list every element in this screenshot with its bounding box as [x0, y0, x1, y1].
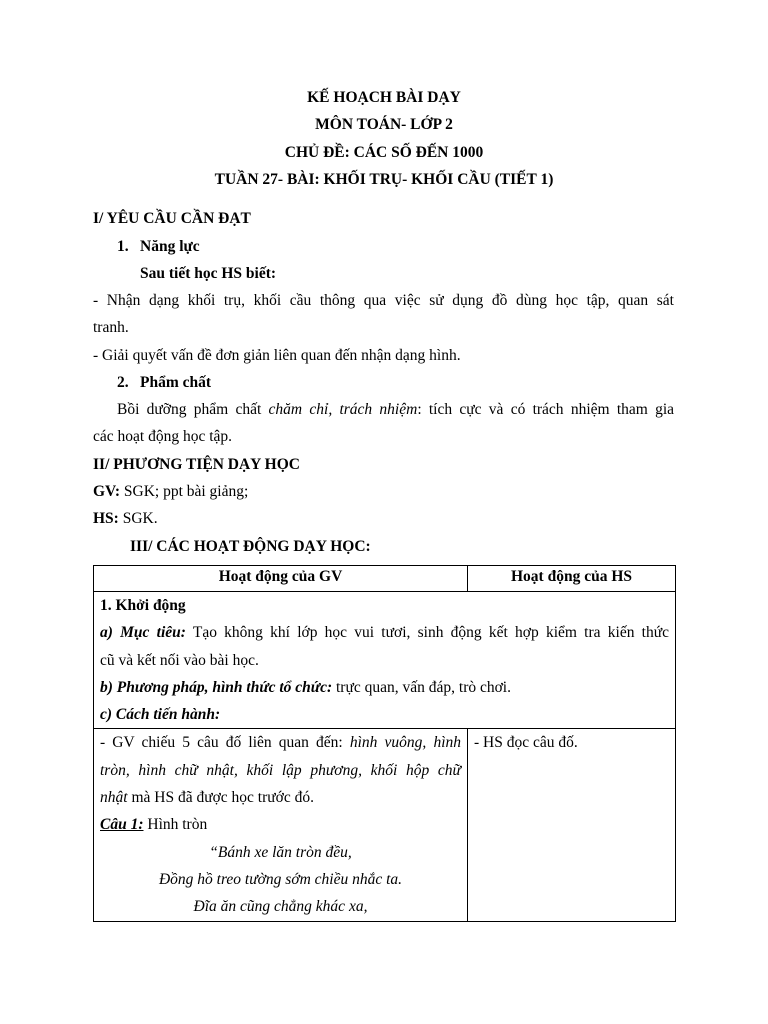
lesson-table: [93, 565, 676, 922]
hs-label: HS:: [93, 510, 119, 527]
gv-label: GV:: [93, 483, 120, 500]
section-1-heading: I/ YÊU CẦU CẦN ĐẠT: [93, 210, 251, 227]
item-2-number: 2.: [117, 374, 129, 391]
part1-cell: [94, 592, 676, 729]
item-2-label: Phẩm chất: [140, 374, 212, 391]
aim-text: Tạo không khí lớp học vui tươi, sinh động kết hợp kiểm tra kiến thức: [185, 624, 670, 642]
sub-heading: Sau tiết học HS biết:: [140, 265, 277, 282]
table-header-row: [94, 566, 676, 592]
hs-text: SGK.: [118, 510, 158, 527]
section-2-heading: II/ PHƯƠNG TIỆN DẠY HỌC: [93, 456, 300, 473]
gv-line-2: tròn, hình chữ nhật, khối lập phương, khối hộp chữ: [100, 761, 461, 779]
gv-line: [93, 482, 248, 502]
col-hs-header: Hoạt động của HS: [468, 566, 676, 592]
poem-line-1: “Bánh xe lăn tròn đều,: [209, 843, 352, 861]
question-1-text: Hình tròn: [143, 816, 208, 834]
gv-line-1-pre: - GV chiếu 5 câu đố liên quan đến:: [100, 734, 350, 752]
gv-line-3-italic: nhật: [100, 789, 128, 807]
hs-activity-cell: [468, 729, 676, 921]
gv-line-3-post: mà HS đã được học trước đó.: [127, 789, 314, 807]
hs-line: [93, 509, 158, 529]
paragraph-1-line-1: - Nhận dạng khối trụ, khối cầu thông qua việc sử dụng đồ dùng học tập, quan sát: [93, 292, 674, 309]
paragraph-3-line-2: các hoạt động học tập.: [93, 428, 233, 445]
question-1-line: [100, 811, 461, 838]
item-1-label: Năng lực: [140, 238, 200, 255]
paragraph-1-line-2: tranh.: [93, 319, 129, 336]
gv-line-1-italic: hình vuông, hình: [349, 734, 461, 752]
gv-text: SGK; ppt bài giảng;: [120, 483, 249, 500]
poem-line-2: Đồng hồ treo tường sớm chiều nhắc ta.: [158, 870, 403, 888]
paragraph-3-line-1: [117, 400, 674, 420]
hs-activity-text: - HS đọc câu đố.: [474, 734, 578, 752]
method-text: trực quan, vấn đáp, trò chơi.: [332, 678, 511, 696]
aim-label: a) Mục tiêu:: [100, 624, 186, 642]
process-label: c) Cách tiến hành:: [100, 706, 221, 724]
lesson-line: TUẦN 27- BÀI: KHỐI TRỤ- KHỐI CẦU (TIẾT 1): [214, 171, 554, 188]
part1-title: 1. Khởi động: [100, 597, 186, 614]
paragraph-3-pre: Bồi dưỡng phẩm chất: [117, 401, 269, 418]
subject-line: MÔN TOÁN- LỚP 2: [315, 116, 453, 133]
paragraph-3-post: : tích cực và có trách nhiệm tham gia: [417, 401, 675, 418]
paragraph-3-italic: chăm chỉ, trách nhiệm: [268, 401, 418, 418]
doc-title: KẾ HOẠCH BÀI DẠY: [307, 89, 461, 106]
method-label: b) Phương pháp, hình thức tổ chức:: [100, 678, 333, 696]
aim-line-1: [100, 619, 669, 646]
section-3-heading: III/ CÁC HOẠT ĐỘNG DẠY HỌC:: [130, 538, 371, 555]
gv-line-1: [100, 729, 461, 756]
paragraph-2: - Giải quyết vấn đề đơn giản liên quan đến nhận dạng hình.: [93, 347, 461, 364]
method-line: [100, 674, 669, 701]
question-1-label: Câu 1:: [100, 816, 144, 834]
item-1-number: 1.: [117, 238, 129, 255]
col-gv-header: Hoạt động của GV: [94, 566, 468, 592]
aim-line-2: cũ và kết nối vào bài học.: [100, 651, 259, 669]
table-row-activity: [94, 729, 676, 921]
topic-line: CHỦ ĐỀ: CÁC SỐ ĐẾN 1000: [284, 144, 484, 161]
table-row-part1: [94, 592, 676, 729]
gv-activity-cell: [94, 729, 468, 921]
gv-line-3: [100, 784, 461, 811]
poem-line-3: Đĩa ăn cũng chẳng khác xa,: [193, 898, 368, 916]
